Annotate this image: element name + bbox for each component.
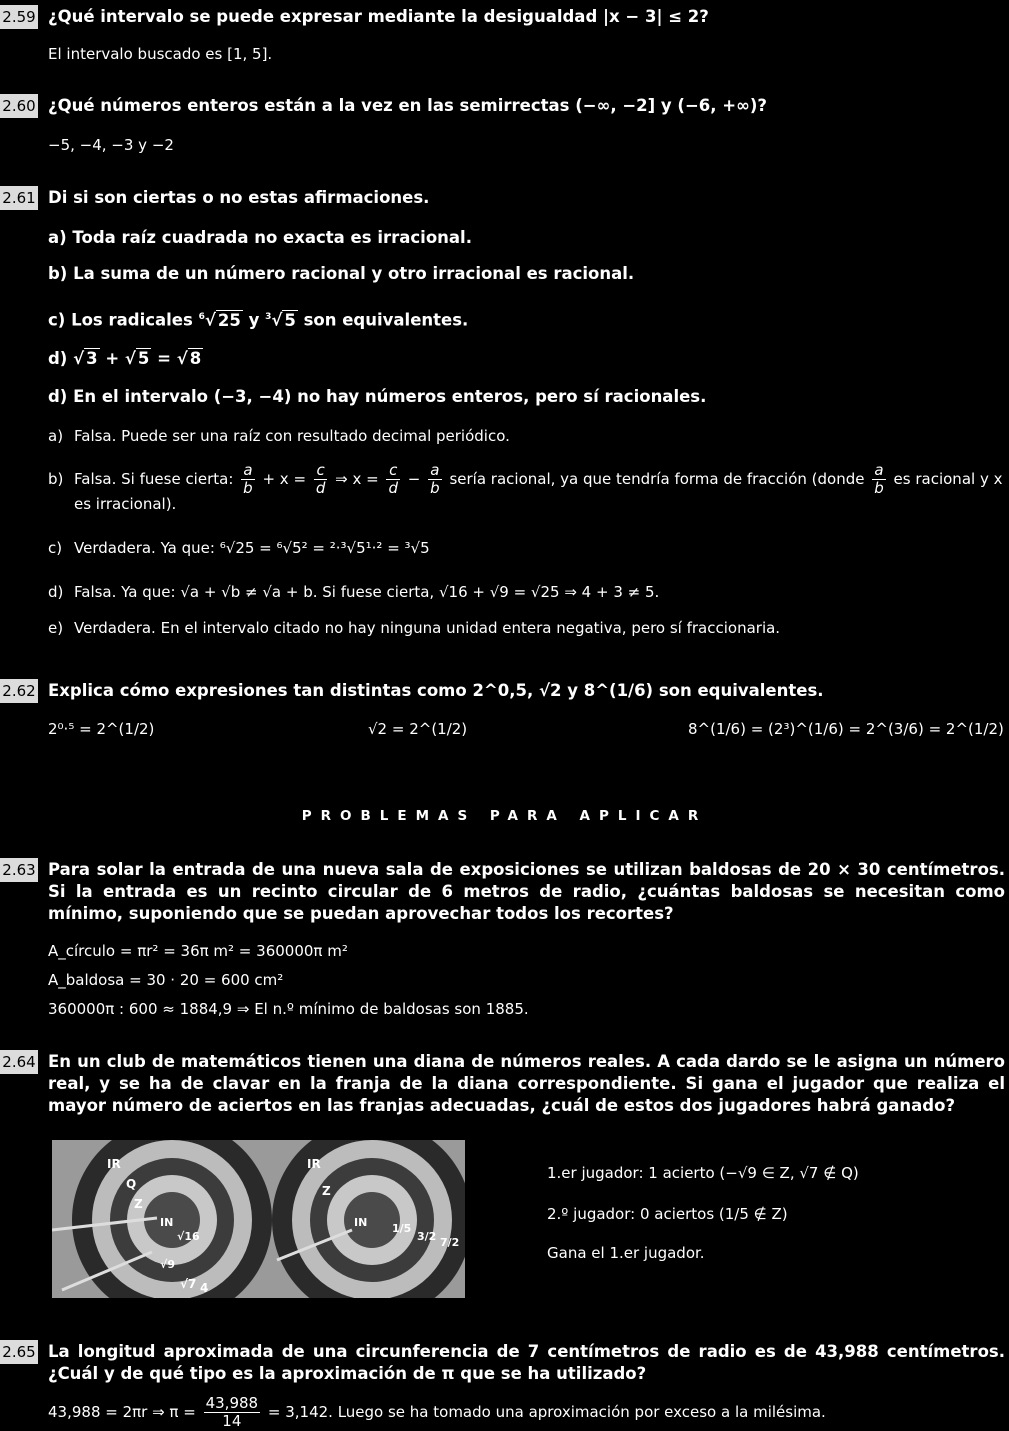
problem-number: 2.64 xyxy=(0,1050,38,1074)
dartboard-illustration xyxy=(52,1140,465,1298)
problem-question: Di si son ciertas o no estas afirmaciones. xyxy=(48,188,430,207)
problem-question: ¿Qué intervalo se puede expresar mediante la desigualdad |x − 3| ≤ 2? xyxy=(48,7,709,26)
svg-text:IN: IN xyxy=(354,1216,368,1229)
statement-b: b) La suma de un número racional y otro irracional es racional. xyxy=(48,264,635,283)
problem-question: En un club de matemáticos tienen una diana de números reales. A cada dardo se le asigna un número real, y se ha de clavar en la franja de la diana correspondiente. Si gana el jugador que realiza el mayor número de aciertos en las franjas adecuadas, ¿cuál de estos dos jugadores habrá ganado? xyxy=(48,1052,1005,1115)
answer-a: a) Falsa. Puede ser una raíz con resultado decimal periódico. xyxy=(48,427,510,445)
problem-number: 2.62 xyxy=(0,679,38,703)
problem-number: 2.59 xyxy=(0,5,38,29)
statement-d: d) √ 3 + √ 5 = √ 8 xyxy=(48,349,202,368)
answer-line-2: A_baldosa = 30 · 20 = 600 cm² xyxy=(48,971,284,989)
svg-text:4: 4 xyxy=(200,1281,209,1295)
player-2: 2.º jugador: 0 aciertos (1/5 ∉ Z) xyxy=(547,1205,788,1223)
answer-2: √2 = 2^(1/2) xyxy=(368,720,468,738)
problem-question: Explica cómo expresiones tan distintas como 2^0,5, √2 y 8^(1/6) son equivalentes. xyxy=(48,681,824,700)
answer-b: b) Falsa. Si fuese cierta: $\frac{a}{b}$ + x = $\frac{c}{d}$ ⇒ x = $\frac{c}{d}$ − $\frac{a}{b}$ sería racional, ya que tendría forma de fracción (donde $\frac{a}{b}$ es racional y x xyxy=(48,461,1003,497)
svg-text:1/5: 1/5 xyxy=(392,1222,412,1235)
problem-number: 2.60 xyxy=(0,94,38,118)
answer-c: c) Verdadera. Ya que: ⁶√25 = ⁶√5² = ²·³√5¹·² = ³√5 xyxy=(48,539,430,557)
problem-answer: 43,988 = 2πr ⇒ π = $\frac{43,988}{14}$ = 3,142. Luego se ha tomado una aproximación por exceso a la milésima. xyxy=(48,1394,826,1430)
problem-number: 2.61 xyxy=(0,186,38,210)
svg-text:Q: Q xyxy=(126,1177,137,1191)
svg-text:IN: IN xyxy=(160,1216,174,1229)
problem-number: 2.65 xyxy=(0,1340,38,1364)
svg-text:IR: IR xyxy=(307,1157,321,1171)
result: Gana el 1.er jugador. xyxy=(547,1244,705,1262)
problem-question: ¿Qué números enteros están a la vez en las semirrectas (−∞, −2] y (−6, +∞)? xyxy=(48,96,767,115)
answer-line-1: A_círculo = πr² = 36π m² = 360000π m² xyxy=(48,942,348,960)
svg-text:3/2: 3/2 xyxy=(417,1230,437,1243)
svg-text:Z: Z xyxy=(134,1197,143,1211)
problem-answer: El intervalo buscado es [1, 5]. xyxy=(48,45,273,63)
answer-line-3: 360000π : 600 ≈ 1884,9 ⇒ El n.º mínimo de baldosas son 1885. xyxy=(48,1000,529,1018)
problem-number: 2.63 xyxy=(0,858,38,882)
svg-text:√16: √16 xyxy=(177,1230,200,1243)
answer-e: e) Verdadera. En el intervalo citado no hay ninguna unidad entera negativa, pero sí fraccionaria. xyxy=(48,619,781,637)
svg-text:Z: Z xyxy=(322,1184,331,1198)
section-header: PROBLEMAS PARA APLICAR xyxy=(301,808,708,824)
statement-e: d) En el intervalo (−3, −4) no hay números enteros, pero sí racionales. xyxy=(48,387,707,406)
problem-answer: −5, −4, −3 y −2 xyxy=(48,136,174,154)
answer-d: d) Falsa. Ya que: √a + √b ≠ √a + b. Si fuese cierta, √16 + √9 = √25 ⇒ 4 + 3 ≠ 5. xyxy=(48,583,660,601)
answer-b-line2: es irracional). xyxy=(74,495,177,513)
svg-text:√7: √7 xyxy=(180,1277,197,1291)
answer-1: 2⁰·⁵ = 2^(1/2) xyxy=(48,720,155,738)
dartboard-right xyxy=(272,1140,465,1298)
statement-c: c) Los radicales $^6$√ 25 y $^3$√ 5 son equivalentes. xyxy=(48,310,469,330)
problem-question: La longitud aproximada de una circunferencia de 7 centímetros de radio es de 43,988 centímetros. ¿Cuál y de qué tipo es la aproximación de π que se ha utilizado? xyxy=(48,1342,1005,1383)
player-1: 1.er jugador: 1 acierto (−√9 ∈ Z, √7 ∉ Q) xyxy=(547,1164,859,1182)
statement-a: a) Toda raíz cuadrada no exacta es irracional. xyxy=(48,228,472,247)
answer-3: 8^(1/6) = (2³)^(1/6) = 2^(3/6) = 2^(1/2) xyxy=(688,720,1004,738)
svg-text:IR: IR xyxy=(107,1157,121,1171)
svg-text:7/2: 7/2 xyxy=(440,1236,460,1249)
problem-question: Para solar la entrada de una nueva sala de exposiciones se utilizan baldosas de 20 × 30 centímetros. Si la entrada es un recinto circular de 6 metros de radio, ¿cuántas baldosas se necesitan como mínimo, suponiendo que se puedan aprovechar todos los recortes? xyxy=(48,860,1005,923)
svg-text:√9: √9 xyxy=(160,1258,175,1271)
